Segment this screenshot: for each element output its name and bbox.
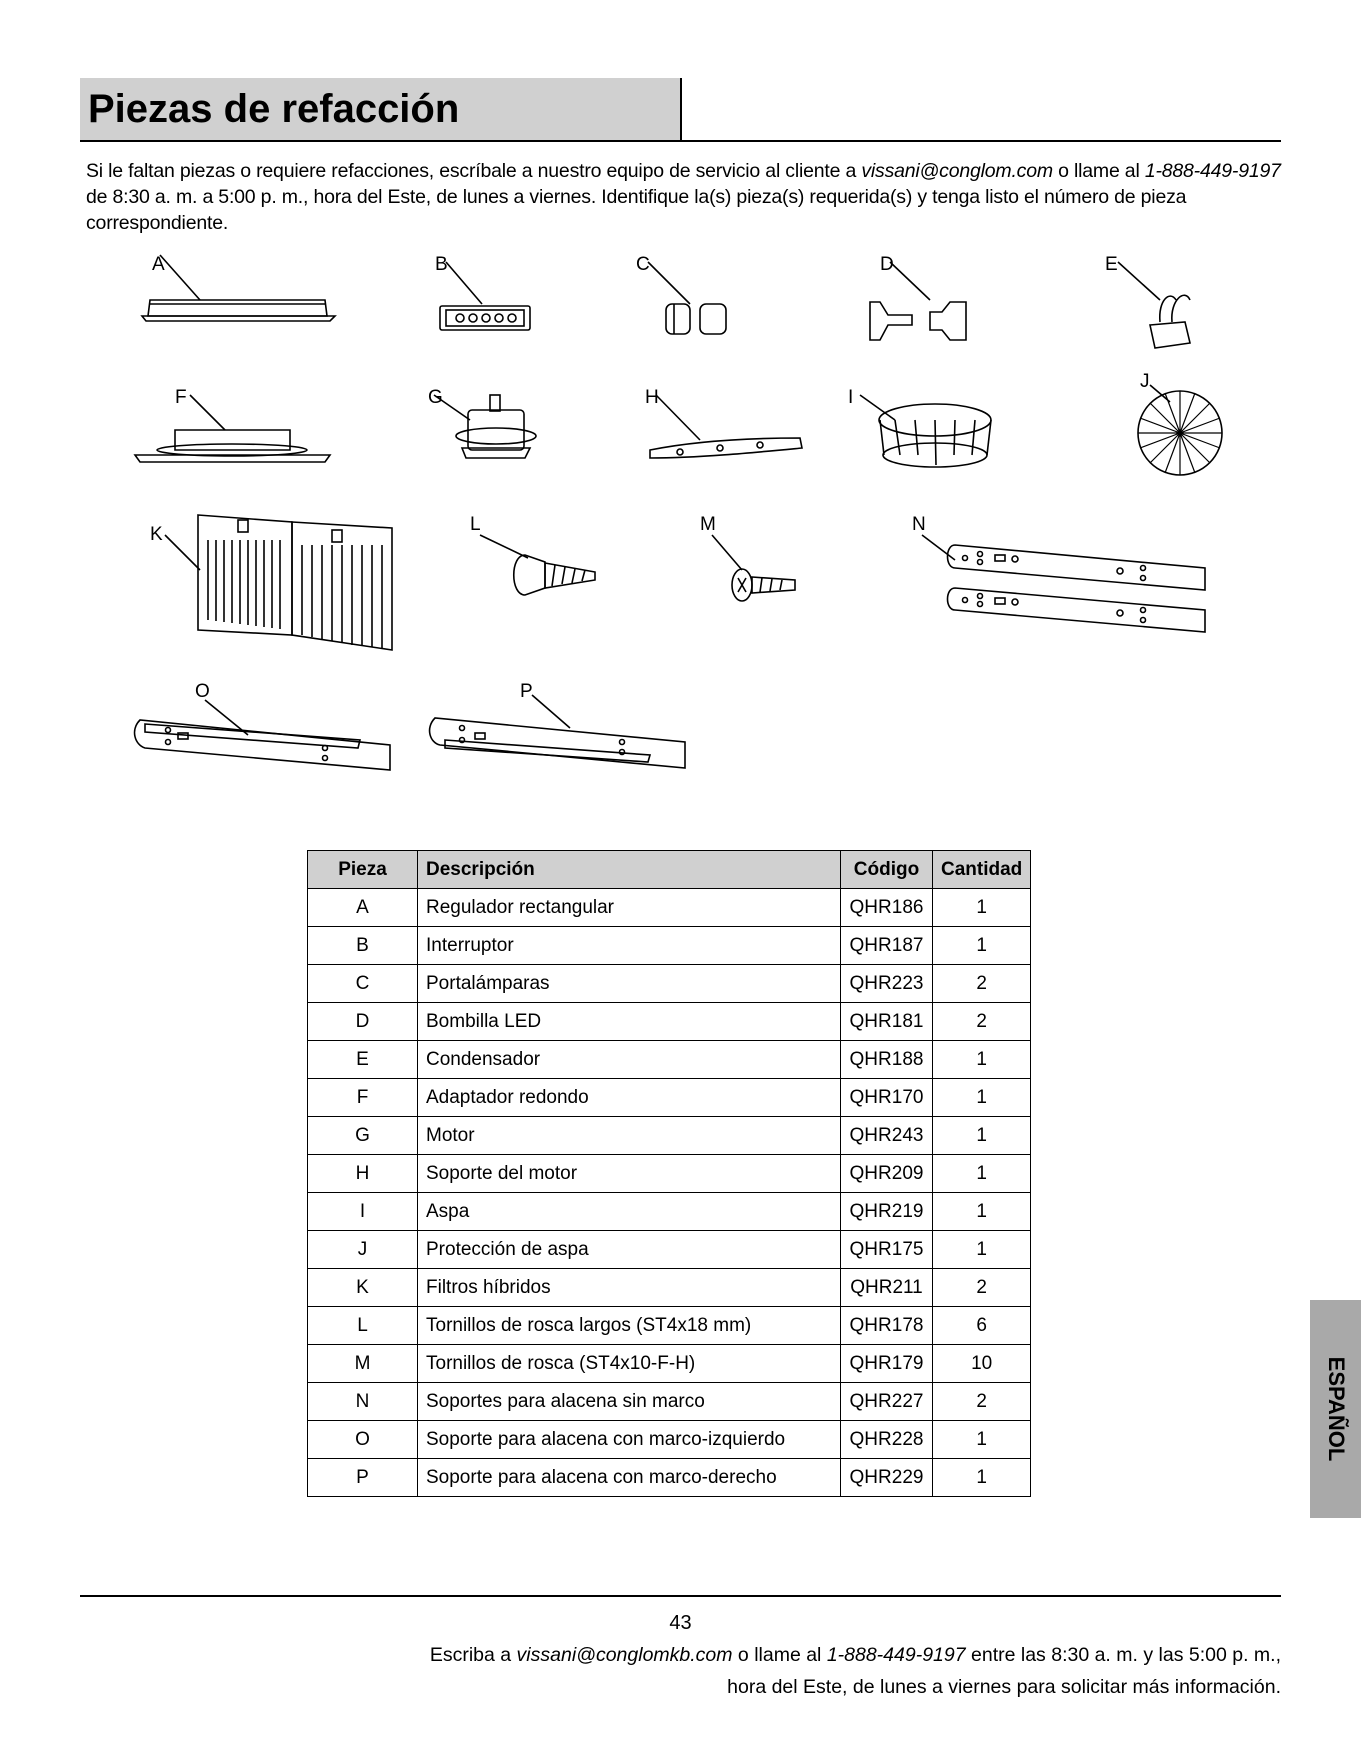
diagram-label-f: F [175, 387, 187, 408]
cell-pieza: G [308, 1117, 418, 1155]
cell-pieza: M [308, 1345, 418, 1383]
footer-text-1: Escriba a [429, 1644, 517, 1666]
table-row [308, 1269, 1031, 1307]
cell-codigo: QHR228 [841, 1421, 933, 1459]
cell-pieza: P [308, 1459, 418, 1497]
diagram-label-m: M [700, 514, 716, 535]
cell-pieza: K [308, 1269, 418, 1307]
footer-text-2: o llame al [732, 1644, 827, 1666]
diagram-label-g: G [428, 387, 443, 408]
cell-cantidad: 2 [933, 1383, 1031, 1421]
cell-pieza: F [308, 1079, 418, 1117]
diagram-label-o: O [195, 681, 210, 702]
intro-email: vissani@conglom.com [861, 160, 1053, 182]
cell-pieza: O [308, 1421, 418, 1459]
part-k-drawing [165, 515, 392, 650]
part-i-drawing [860, 395, 991, 467]
parts-table-body [308, 889, 1031, 1497]
table-row [308, 1307, 1031, 1345]
diagram-label-l: L [470, 514, 481, 535]
cell-pieza: N [308, 1383, 418, 1421]
cell-descripcion: Soporte para alacena con marco-izquierdo [418, 1421, 841, 1459]
intro-phone: 1-888-449-9197 [1144, 160, 1281, 182]
cell-descripcion: Portalámparas [418, 965, 841, 1003]
diagram-label-p: P [520, 681, 533, 702]
part-e-drawing [1118, 262, 1190, 348]
part-a-drawing [142, 255, 335, 321]
header-cantidad: Cantidad [933, 851, 1031, 889]
cell-pieza: C [308, 965, 418, 1003]
cell-descripcion: Motor [418, 1117, 841, 1155]
part-h-drawing [650, 395, 802, 458]
part-j-drawing [1138, 385, 1222, 475]
cell-cantidad: 1 [933, 927, 1031, 965]
language-tab [1310, 1300, 1361, 1518]
footer-line-1 [430, 1644, 1281, 1667]
cell-codigo: QHR209 [841, 1155, 933, 1193]
cell-descripcion: Tornillos de rosca (ST4x10-F-H) [418, 1345, 841, 1383]
cell-cantidad: 2 [933, 965, 1031, 1003]
intro-text-2: o llame al [1052, 160, 1145, 182]
cell-descripcion: Filtros híbridos [418, 1269, 841, 1307]
header-codigo: Código [841, 851, 933, 889]
part-l-drawing [480, 535, 595, 595]
table-row [308, 1041, 1031, 1079]
cell-pieza: B [308, 927, 418, 965]
header-pieza: Pieza [308, 851, 418, 889]
cell-descripcion: Adaptador redondo [418, 1079, 841, 1117]
cell-cantidad: 1 [933, 1193, 1031, 1231]
cell-cantidad: 2 [933, 1269, 1031, 1307]
cell-descripcion: Tornillos de rosca largos (ST4x18 mm) [418, 1307, 841, 1345]
part-b-drawing [440, 262, 530, 330]
cell-descripcion: Bombilla LED [418, 1003, 841, 1041]
cell-descripcion: Protección de aspa [418, 1231, 841, 1269]
table-row [308, 927, 1031, 965]
cell-codigo: QHR219 [841, 1193, 933, 1231]
cell-descripcion: Aspa [418, 1193, 841, 1231]
table-row [308, 1345, 1031, 1383]
part-n-drawing [922, 535, 1205, 632]
part-m-drawing [712, 535, 795, 601]
cell-codigo: QHR178 [841, 1307, 933, 1345]
page-title: Piezas de refacción [88, 87, 460, 131]
diagram-label-c: C [636, 254, 650, 275]
part-f-drawing [135, 395, 330, 462]
cell-codigo: QHR229 [841, 1459, 933, 1497]
parts-table [307, 850, 1031, 1497]
cell-cantidad: 10 [933, 1345, 1031, 1383]
diagram-label-k: K [150, 524, 163, 545]
cell-descripcion: Interruptor [418, 927, 841, 965]
table-row [308, 1193, 1031, 1231]
cell-codigo: QHR181 [841, 1003, 933, 1041]
diagram-label-a: A [152, 254, 165, 275]
cell-pieza: A [308, 889, 418, 927]
footer-email: vissani@conglomkb.com [516, 1644, 733, 1666]
cell-descripcion: Soporte para alacena con marco-derecho [418, 1459, 841, 1497]
part-p-drawing [430, 695, 685, 768]
cell-codigo: QHR211 [841, 1269, 933, 1307]
table-row [308, 889, 1031, 927]
cell-cantidad: 1 [933, 889, 1031, 927]
table-row [308, 1421, 1031, 1459]
parts-diagram [0, 0, 1361, 800]
footer-text-3: entre las 8:30 a. m. y las 5:00 p. m., [965, 1644, 1281, 1666]
table-header-row [308, 851, 1031, 889]
cell-codigo: QHR227 [841, 1383, 933, 1421]
table-row [308, 1231, 1031, 1269]
intro-text-1: Si le faltan piezas o requiere refacciones, escríbale a nuestro equipo de servicio al cliente a [86, 160, 862, 182]
cell-pieza: H [308, 1155, 418, 1193]
table-row [308, 965, 1031, 1003]
cell-codigo: QHR187 [841, 927, 933, 965]
part-c-drawing [648, 262, 726, 334]
footer-phone: 1-888-449-9197 [826, 1644, 966, 1666]
cell-descripcion: Soporte del motor [418, 1155, 841, 1193]
cell-pieza: J [308, 1231, 418, 1269]
table-row [308, 1003, 1031, 1041]
cell-codigo: QHR223 [841, 965, 933, 1003]
page-number: 43 [669, 1612, 692, 1634]
footer-line-2: hora del Este, de lunes a viernes para solicitar más información. [727, 1676, 1281, 1698]
cell-codigo: QHR179 [841, 1345, 933, 1383]
cell-pieza: D [308, 1003, 418, 1041]
cell-cantidad: 1 [933, 1459, 1031, 1497]
table-row [308, 1459, 1031, 1497]
part-g-drawing [434, 395, 536, 458]
cell-descripcion: Regulador rectangular [418, 889, 841, 927]
cell-descripcion: Condensador [418, 1041, 841, 1079]
diagram-label-j: J [1140, 371, 1150, 392]
intro-text-3: de 8:30 a. m. a 5:00 p. m., hora del Este, de lunes a viernes. Identifique la(s) pieza(s) requerida(s) y tenga listo el número de pieza correspondiente. [86, 186, 1187, 234]
cell-cantidad: 1 [933, 1155, 1031, 1193]
cell-descripcion: Soportes para alacena sin marco [418, 1383, 841, 1421]
footer-rule [80, 1595, 1281, 1597]
table-row [308, 1079, 1031, 1117]
cell-pieza: L [308, 1307, 418, 1345]
cell-cantidad: 1 [933, 1231, 1031, 1269]
cell-pieza: I [308, 1193, 418, 1231]
cell-cantidad: 6 [933, 1307, 1031, 1345]
header-descripcion: Descripción [418, 851, 841, 889]
part-o-drawing [135, 700, 390, 770]
table-row [308, 1383, 1031, 1421]
cell-cantidad: 1 [933, 1041, 1031, 1079]
table-row [308, 1155, 1031, 1193]
cell-cantidad: 1 [933, 1117, 1031, 1155]
cell-codigo: QHR243 [841, 1117, 933, 1155]
cell-codigo: QHR170 [841, 1079, 933, 1117]
language-tab-label: ESPAÑOL [1323, 1356, 1349, 1462]
diagram-label-e: E [1105, 254, 1118, 275]
cell-codigo: QHR186 [841, 889, 933, 927]
diagram-label-n: N [912, 514, 926, 535]
cell-codigo: QHR188 [841, 1041, 933, 1079]
cell-pieza: E [308, 1041, 418, 1079]
cell-cantidad: 1 [933, 1079, 1031, 1117]
cell-cantidad: 1 [933, 1421, 1031, 1459]
cell-codigo: QHR175 [841, 1231, 933, 1269]
diagram-label-i: I [848, 387, 854, 408]
cell-cantidad: 2 [933, 1003, 1031, 1041]
diagram-label-d: D [880, 254, 894, 275]
table-row [308, 1117, 1031, 1155]
diagram-label-h: H [645, 387, 659, 408]
diagram-label-b: B [435, 254, 448, 275]
